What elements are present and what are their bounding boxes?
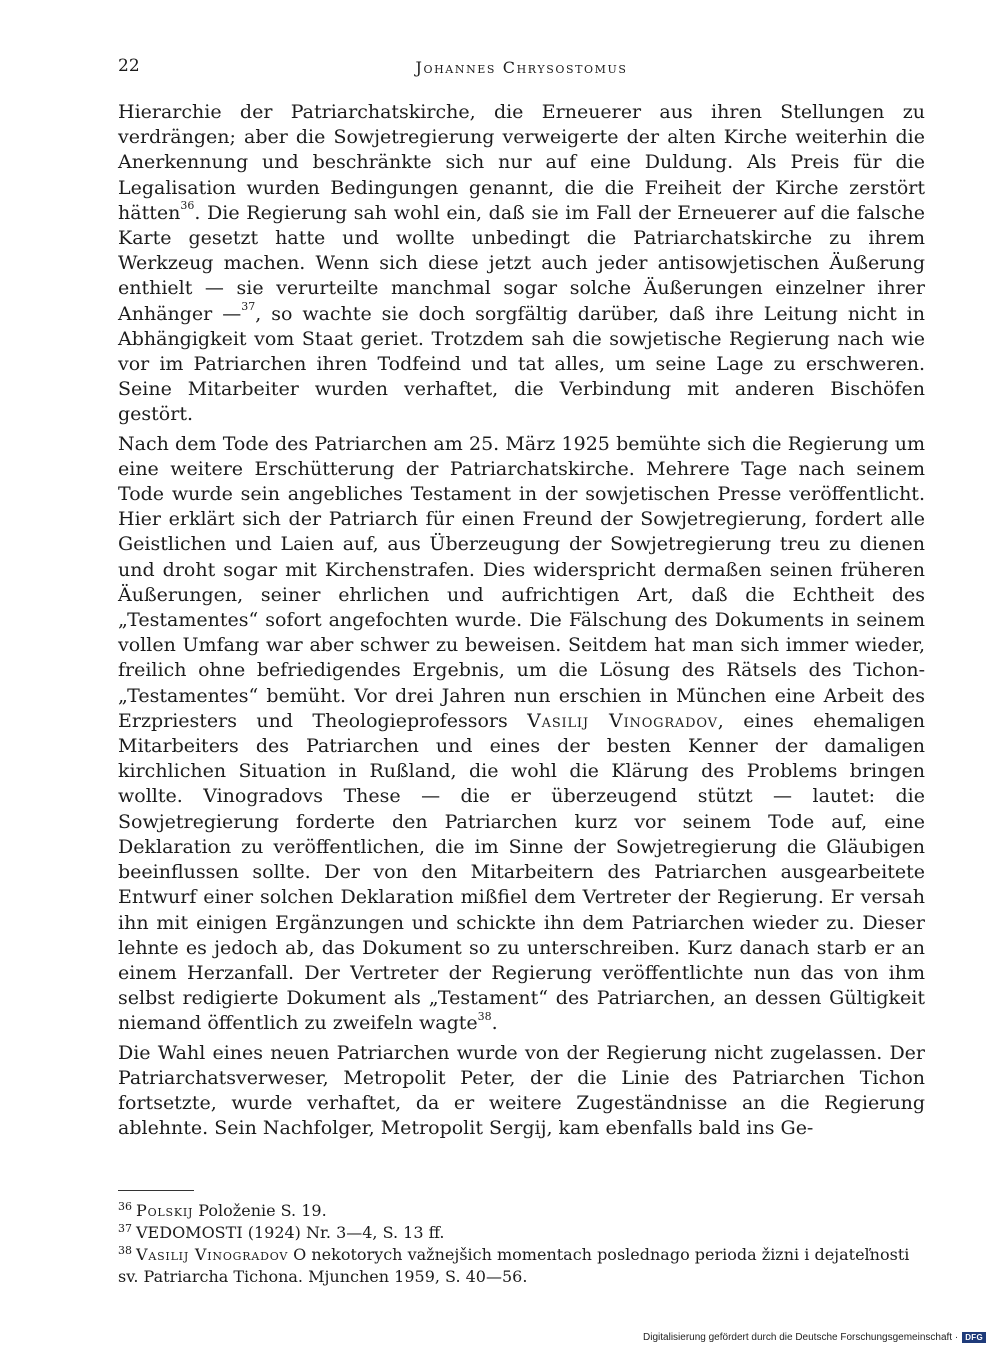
page-number: 22 <box>118 56 140 76</box>
digitization-credit <box>643 1332 986 1343</box>
paragraph-3 <box>118 1041 925 1142</box>
footnote-text: VEDOMOSTI (1924) Nr. 3—4, S. 13 ff. <box>136 1223 445 1242</box>
footnote-text: Položenie S. 19. <box>193 1201 327 1220</box>
footnote-author: Polskij <box>136 1201 194 1220</box>
author-name-vinogradov: Vasilij Vinogradov <box>527 709 718 732</box>
credit-text: Digitalisierung gefördert durch die Deutsche Forschungsgemeinschaft · <box>643 1332 959 1343</box>
footnote-number: 38 <box>118 1243 132 1257</box>
paragraph-1-part-2: . Die Regierung sah wohl ein, daß sie im Fall der Erneuerer auf die falsche Karte gesetzt hatte und wollte unbedingt die Patriarchatskirche zu ihrem Werkzeug machen. Wenn sich diese jetzt auch jeder antisowjetischen Äußerung enthielt — sie verurteilte manchmal sogar solche Äußerungen einzelner ihrer Anhänger — <box>118 201 925 325</box>
footnote-36 <box>118 1200 925 1222</box>
paragraph-2-part-1: Nach dem Tode des Patriarchen am 25. März 1925 bemühte sich die Regierung um eine weitere Erschütterung der Patriarchatskirche. Mehrere Tage nach seinem Tode wurde sein angebliches Testament in der sowjetischen Presse veröffentlicht. Hier erklärt sich der Patriarch für einen Freund der Sowjetregierung, fordert alle Geistlichen und Laien auf, aus Überzeugung der Sowjetregierung treu zu dienen und droht sogar mit Kirchenstrafen. Dies widerspricht dermaßen seinen früheren Äußerungen, seiner ehrlichen und aufrichtigen Art, daß die Echtheit des „Testamentes“ sofort angefochten wurde. Die Fälschung des Dokuments in seinem vollen Umfang war aber schwer zu beweisen. Seitdem hat man sich immer wieder, freilich ohne befriedigendes Ergebnis, um die Lösung des Rätsels des Tichon-„Testamentes“ bemüht. Vor drei Jahren nun erschien in München eine Arbeit des Erzpriesters und Theologieprofessors <box>118 432 925 732</box>
footnote-author: Vasilij Vinogradov <box>136 1245 289 1264</box>
paragraph-2-part-3: . <box>491 1012 498 1035</box>
paragraph-2 <box>118 432 925 1037</box>
footnote-number: 36 <box>118 1199 132 1213</box>
main-text <box>118 100 925 1145</box>
paragraph-3-part-1: Die Wahl eines neuen Patriarchen wurde von der Regierung nicht zugelassen. Der Patriarchatsverweser, Metropolit Peter, der die Linie des Patriarchen Tichon fortsetzte, wurde verhaftet, da er weitere Zugeständnisse an die Regierung ablehnte. Sein Nachfolger, Metropolit Sergij, kam ebenfalls bald ins Ge- <box>118 1041 925 1140</box>
footnote-37 <box>118 1222 925 1244</box>
footnote-text: O nekotorych važnejšich momentach poslednago perioda žizni i dejateľnosti sv. Patriarcha Tichona. Mjunchen 1959, S. 40—56. <box>118 1245 910 1286</box>
footnote-ref-36[interactable]: 36 <box>180 199 195 213</box>
footnote-divider <box>118 1190 194 1191</box>
paragraph-1-part-1: Hierarchie der Patriarchatskirche, die Erneuerer aus ihren Stellungen zu verdrängen; aber die Sowjetregierung verweigerte der alten Kirche weiterhin die Anerkennung und beschränkte sich nur auf eine Duldung. Als Preis für die Legalisation wurden Bedingungen genannt, die die Freiheit der Kirche zerstört hätten <box>118 101 925 224</box>
footnote-ref-37[interactable]: 37 <box>241 300 256 314</box>
paragraph-1 <box>118 100 925 428</box>
footnote-38 <box>118 1244 925 1288</box>
page-header <box>118 56 925 82</box>
footnote-ref-38[interactable]: 38 <box>477 1009 492 1023</box>
footnote-number: 37 <box>118 1221 132 1235</box>
paragraph-1-part-3: , so wachte sie doch sorgfältig darüber, daß ihre Leitung nicht in Abhängigkeit vom Staat geriet. Trotzdem sah die sowjetische Regierung nach wie vor im Patriarchen ihren Todfeind und tat alles, um seine Lage zu erschweren. Seine Mitarbeiter wurden verhaftet, die Verbindung mit anderen Bischöfen gestört. <box>118 302 925 426</box>
paragraph-2-part-2: , eines ehemaligen Mitarbeiters des Patriarchen und eines der besten Kenner der damaligen kirchlichen Situation in Rußland, die wohl die Klärung des Problems bringen wollte. Vinogradovs These — die er überzeugend stützt — lautet: die Sowjetregierung forderte den Patriarchen kurz vor seinem Tode auf, eine Deklaration zu veröffentlichen, die im Sinne der Sowjetregierung die Gläubigen beeinflussen sollte. Der von den Mitarbeitern des Patriarchen ausgearbeitete Entwurf einer solchen Deklaration mißfiel dem Vertreter der Regierung. Er versah ihn mit einigen Ergänzungen und schickte ihn dem Patriarchen wieder zu. Dieser lehnte es jedoch ab, das Dokument so zu unterschreiben. Kurz danach starb er an einem Herzanfall. Der Vertreter der Regierung veröffentlichte nun das von ihm selbst redigierte Dokument als „Testament“ des Patriarchen, an dessen Gültigkeit niemand öffentlich zu zweifeln wagte <box>118 709 926 1035</box>
running-title: Johannes Chrysostomus <box>415 58 628 77</box>
footnotes <box>118 1200 925 1288</box>
dfg-logo: DFG <box>962 1332 986 1343</box>
